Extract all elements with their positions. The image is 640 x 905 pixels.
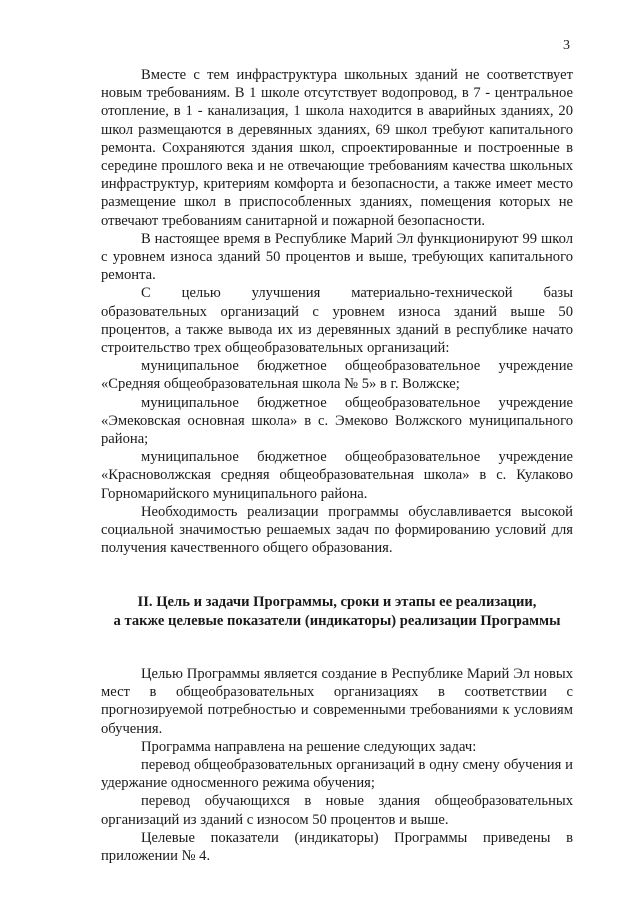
page-number: 3 [563,38,570,53]
list-item-one-shift: перевод общеобразовательных организаций в одну смену обучения и удержание односменного режима обучения; [101,756,573,792]
list-item-new-buildings: перевод обучающихся в новые здания общеобразовательных организаций из зданий с износом 50 процентов и выше. [101,793,573,828]
section-heading-line-2: а также целевые показатели (индикаторы) реализации Программы [113,612,561,629]
document-body [101,66,573,865]
paragraph-wear-level: В настоящее время в Республике Марий Эл функционируют 99 школ с уровнем износа зданий 50 процентов и выше, требующих капитального ремонта. [101,230,573,284]
spacer [101,630,573,665]
spacer [101,557,573,593]
paragraph-indicators: Целевые показатели (индикаторы) Программы приведены в приложении № 4. [101,829,573,864]
paragraph-construction: С целью улучшения материально-технической базы образовательных организаций с уровнем износа зданий выше 50 процентов, а также вывода их из деревянных зданий в республике начато строительство трех общеобразовательных организаций: [101,285,573,357]
list-item-krasnovolzhsk-school: муниципальное бюджетное общеобразовательное учреждение «Красноволжская средняя общеобразовательная школа» в с. Кулаково Горномарийского муниципального района. [101,449,573,502]
paragraph-necessity: Необходимость реализации программы обуславливается высокой социальной значимостью решаемых задач по формированию условий для получения качественного общего образования. [101,503,573,557]
paragraph-infrastructure: Вместе с тем инфраструктура школьных зданий не соответствует новым требованиям. В 1 школе отсутствует водопровод, в 7 - центральное отопление, в 1 - канализация, 1 школа находится в аварийных зданиях, 20 школ размещаются в деревянных зданиях, 69 школ требуют капитального ремонта. Сохраняются здания школ, спроектированные и построенные в середине прошлого века и не отвечающие требованиям качества школьных инфраструктур, критериям комфорта и безопасности, а также имеет место размещение школ в приспособленных зданиях, помещения которых не отвечают требованиям санитарной и пожарной безопасности. [101,67,573,229]
paragraph-goal: Целью Программы является создание в Республике Марий Эл новых мест в общеобразовательных организациях в соответствии с прогнозируемой потребностью и современными требованиями к условиям обучения. [101,665,573,737]
section-heading-line-1: II. Цель и задачи Программы, сроки и этапы ее реализации, [137,594,537,611]
list-item-school-5: муниципальное бюджетное общеобразовательное учреждение «Средняя общеобразовательная школа № 5» в г. Волжске; [101,358,573,393]
paragraph-tasks-intro: Программа направлена на решение следующих задач: [141,738,477,755]
list-item-emekovo-school: муниципальное бюджетное общеобразовательное учреждение «Эмековская основная школа» в с. Эмеково Волжского муниципального района; [101,394,573,448]
